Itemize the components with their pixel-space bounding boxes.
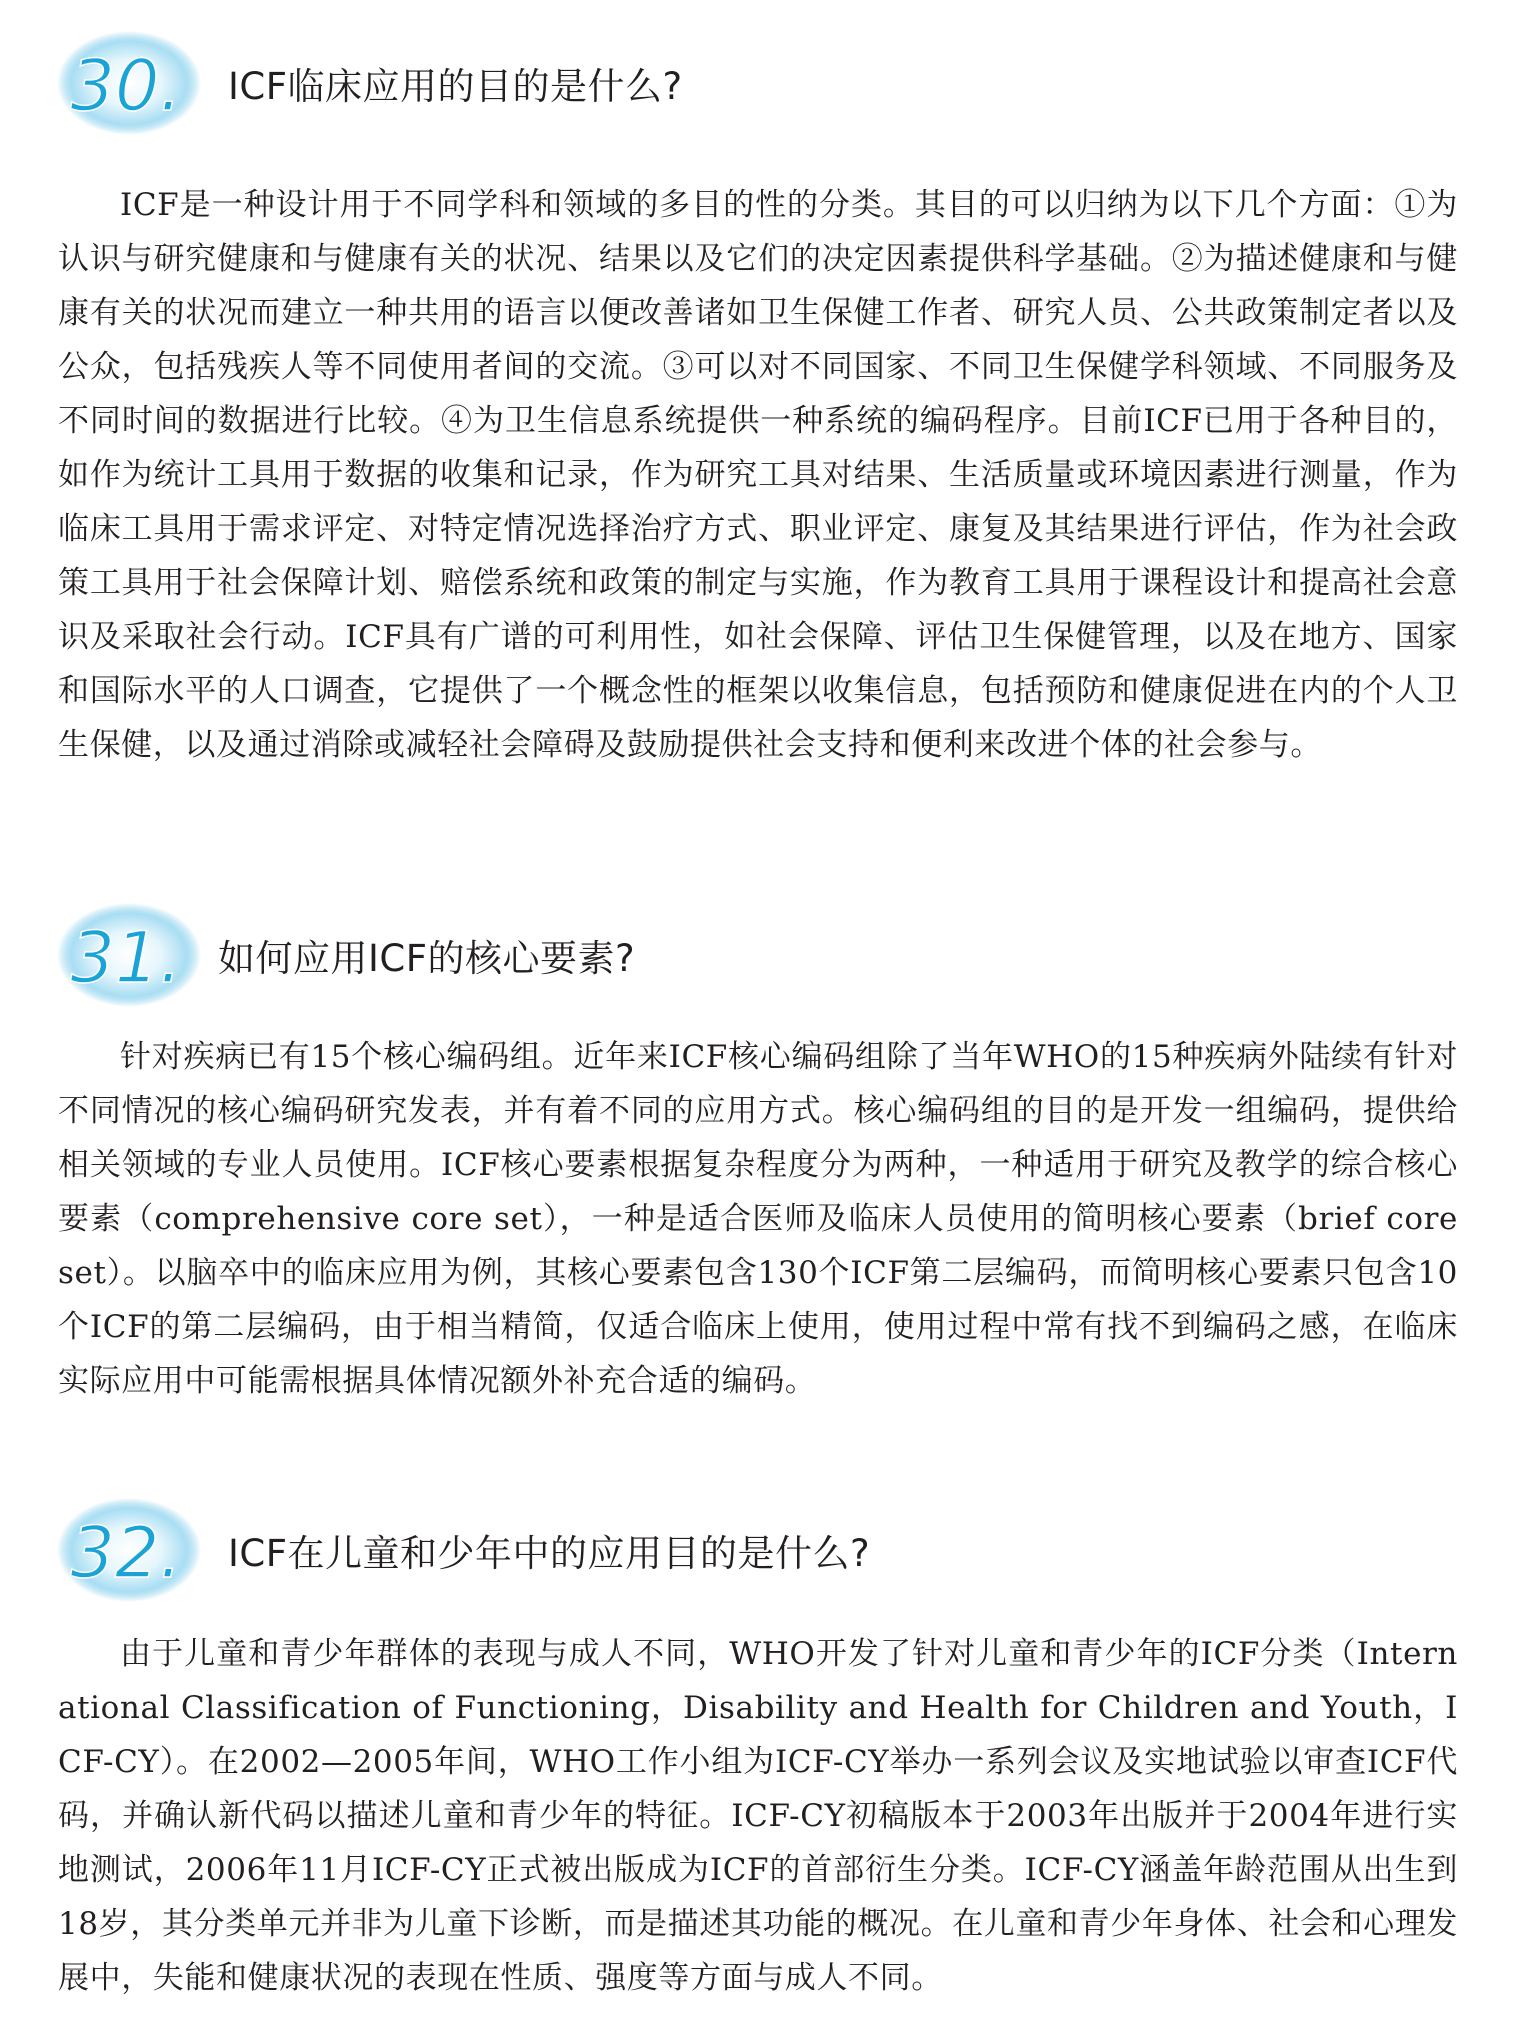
question-title: ICF临床应用的目的是什么? bbox=[228, 65, 683, 108]
section-32 bbox=[0, 1495, 1536, 1996]
answer-paragraph: 由于儿童和青少年群体的表现与成人不同，WHO开发了针对儿童和青少年的ICF分类（International Classification of Functioning，Disability and Health for Children and Youth，ICF-CY）。在2002—2005年间，WHO工作小组为ICF-CY举办一系列会议及实地试验以审查ICF代码，并确认新代码以描述儿童和青少年的特征。ICF-CY初稿版本于2003年出版并于2004年进行实地测试，2006年11月ICF-CY正式被出版成为ICF的首部衍生分类。ICF-CY涵盖年龄范围从出生到18岁，其分类单元并非为儿童下诊断，而是描述其功能的概况。在儿童和青少年身体、社会和心理发展中，失能和健康状况的表现在性质、强度等方面与成人不同。 bbox=[58, 1636, 1458, 1996]
question-header bbox=[0, 900, 1536, 1020]
question-number-badge bbox=[54, 1495, 204, 1605]
question-number-badge bbox=[54, 900, 204, 1010]
question-title: ICF在儿童和少年中的应用目的是什么? bbox=[228, 1532, 871, 1575]
question-number-badge bbox=[54, 28, 204, 138]
bubble-icon bbox=[54, 900, 204, 1010]
question-number: 30. bbox=[70, 45, 182, 127]
question-header bbox=[0, 28, 1536, 148]
bubble-icon bbox=[54, 28, 204, 138]
question-number: 31. bbox=[70, 917, 182, 999]
question-title: 如何应用ICF的核心要素? bbox=[218, 937, 636, 980]
answer-paragraph: 针对疾病已有15个核心编码组。近年来ICF核心编码组除了当年WHO的15种疾病外陆续有针对不同情况的核心编码研究发表，并有着不同的应用方式。核心编码组的目的是开发一组编码，提供给相关领域的专业人员使用。ICF核心要素根据复杂程度分为两种，一种适用于研究及教学的综合核心要素（comprehensive core set），一种是适合医师及临床人员使用的简明核心要素（brief core set）。以脑卒中的临床应用为例，其核心要素包含130个ICF第二层编码，而简明核心要素只包含10个ICF的第二层编码，由于相当精简，仅适合临床上使用，使用过程中常有找不到编码之感，在临床实际应用中可能需根据具体情况额外补充合适的编码。 bbox=[58, 1039, 1458, 1399]
answer-paragraph: ICF是一种设计用于不同学科和领域的多目的性的分类。其目的可以归纳为以下几个方面：①为认识与研究健康和与健康有关的状况、结果以及它们的决定因素提供科学基础。②为描述健康和与健康有关的状况而建立一种共用的语言以便改善诸如卫生保健工作者、研究人员、公共政策制定者以及公众，包括残疾人等不同使用者间的交流。③可以对不同国家、不同卫生保健学科领域、不同服务及不同时间的数据进行比较。④为卫生信息系统提供一种系统的编码程序。目前ICF已用于各种目的，如作为统计工具用于数据的收集和记录，作为研究工具对结果、生活质量或环境因素进行测量，作为临床工具用于需求评定、对特定情况选择治疗方式、职业评定、康复及其结果进行评估，作为社会政策工具用于社会保障计划、赔偿系统和政策的制定与实施，作为教育工具用于课程设计和提高社会意识及采取社会行动。ICF具有广谱的可利用性，如社会保障、评估卫生保健管理，以及在地方、国家和国际水平的人口调查，它提供了一个概念性的框架以收集信息，包括预防和健康促进在内的个人卫生保健，以及通过消除或减轻社会障碍及鼓励提供社会支持和便利来改进个体的社会参与。 bbox=[58, 187, 1458, 763]
question-number: 32. bbox=[70, 1512, 182, 1594]
bubble-icon bbox=[54, 1495, 204, 1605]
section-31 bbox=[0, 900, 1536, 1399]
question-header bbox=[0, 1495, 1536, 1615]
section-30 bbox=[0, 28, 1536, 763]
